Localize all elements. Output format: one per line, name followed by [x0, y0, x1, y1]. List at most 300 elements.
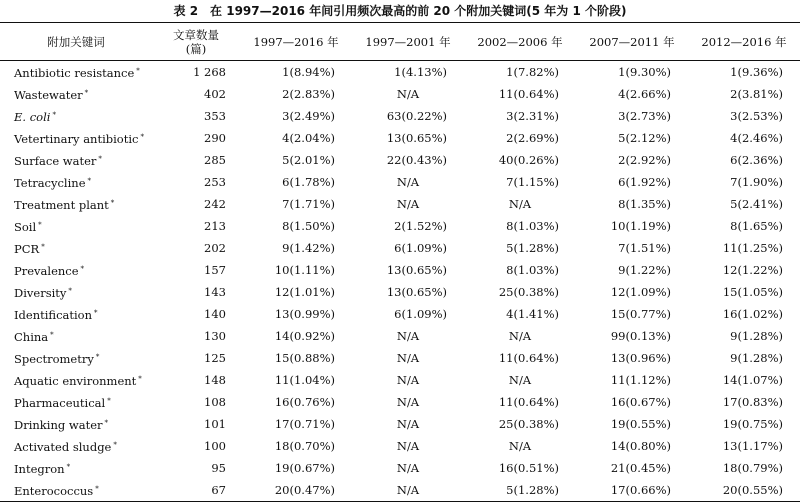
rank-cell-p4 [576, 149, 688, 171]
rank-value: 9(1.28%) [730, 351, 783, 365]
count-cell: 67 [152, 479, 240, 502]
rank-value: 13(0.99%) [274, 307, 335, 321]
rank-cell-p3 [464, 105, 576, 127]
rank-cell-p1 [240, 61, 352, 84]
rank-value: 22(0.43%) [386, 153, 447, 167]
rank-cell-p5 [688, 391, 800, 413]
rank-cell-p4 [576, 369, 688, 391]
keyword-text: Wastewater [14, 88, 83, 102]
count-cell: 108 [204, 395, 226, 409]
rank-value: 6(1.92%) [618, 175, 671, 189]
count-cell: 143 [204, 285, 226, 299]
rank-value: 1(7.82%) [506, 65, 559, 79]
rank-cell-p4 [576, 215, 688, 237]
rank-value: 12(1.09%) [610, 285, 671, 299]
table-row [0, 435, 800, 457]
rank-cell-p4 [576, 259, 688, 281]
rank-cell-p5 [688, 171, 800, 193]
table-row [0, 193, 800, 215]
keyword-marker: * [107, 397, 111, 405]
keyword-text: Drinking water [14, 418, 103, 432]
table-row [0, 171, 800, 193]
table-row [0, 347, 800, 369]
rank-cell-p4 [576, 479, 688, 502]
rank-cell-p2 [352, 457, 464, 479]
rank-value: 3(2.73%) [618, 109, 671, 123]
count-cell: 202 [204, 241, 226, 255]
rank-cell-p4 [576, 61, 688, 84]
keyword-cell [0, 149, 152, 171]
rank-value: 3(2.53%) [730, 109, 783, 123]
rank-cell-p1 [240, 193, 352, 215]
count-cell: 130 [204, 329, 226, 343]
rank-value: 18(0.70%) [274, 439, 335, 453]
keyword-marker: * [113, 441, 117, 449]
rank-value: 19(0.75%) [722, 417, 783, 431]
keyword-text: Soil [14, 220, 37, 234]
rank-cell-p4 [576, 303, 688, 325]
rank-cell-p2 [352, 215, 464, 237]
keyword-marker: * [52, 111, 56, 119]
rank-cell-p2 [352, 149, 464, 171]
rank-value: 10(1.11%) [274, 263, 335, 277]
rank-cell-p4 [576, 391, 688, 413]
table-row [0, 215, 800, 237]
keyword-marker: * [38, 221, 42, 229]
rank-cell-p5 [688, 303, 800, 325]
rank-value: 17(0.71%) [274, 417, 335, 431]
table-row [0, 457, 800, 479]
rank-value: 3(2.49%) [282, 109, 335, 123]
rank-cell-p4 [576, 83, 688, 105]
table-row [0, 369, 800, 391]
rank-value: 1(8.94%) [282, 65, 335, 79]
rank-cell-p5 [688, 215, 800, 237]
rank-value: 20(0.55%) [722, 483, 783, 497]
keyword-marker: * [68, 287, 72, 295]
rank-value: 14(0.80%) [610, 439, 671, 453]
header-period-1997-2016: 1997—2016 年 [240, 23, 352, 61]
rank-value: 6(2.36%) [730, 153, 783, 167]
table-row [0, 281, 800, 303]
rank-value: 5(2.12%) [618, 131, 671, 145]
keyword-cell [0, 61, 152, 84]
rank-value: 14(1.07%) [722, 373, 783, 387]
count-cell: 1 268 [193, 65, 226, 79]
count-cell: 285 [204, 153, 226, 167]
rank-cell-p5 [688, 435, 800, 457]
rank-cell-p4 [576, 413, 688, 435]
rank-value: N/A [396, 483, 420, 497]
rank-value: 6(1.09%) [394, 307, 447, 321]
keyword-text: Activated sludge [14, 440, 112, 454]
keyword-cell [0, 127, 152, 149]
table-body [0, 61, 800, 502]
rank-cell-p1 [240, 149, 352, 171]
keyword-marker: * [136, 67, 140, 75]
keyword-text: Diversity [14, 286, 67, 300]
rank-cell-p3 [464, 369, 576, 391]
rank-cell-p2 [352, 391, 464, 413]
rank-value: 25(0.38%) [498, 285, 559, 299]
rank-cell-p4 [576, 347, 688, 369]
count-cell: 157 [204, 263, 226, 277]
rank-value: 16(1.02%) [722, 307, 783, 321]
rank-cell-p2 [352, 413, 464, 435]
rank-cell-p4 [576, 457, 688, 479]
keyword-text: Tetracycline [14, 176, 86, 190]
rank-value: N/A [508, 373, 532, 387]
rank-value: 15(0.88%) [274, 351, 335, 365]
header-count [152, 23, 240, 61]
rank-cell-p1 [240, 281, 352, 303]
keyword-cell [0, 193, 152, 215]
rank-value: 16(0.51%) [498, 461, 559, 475]
keyword-text: Treatment plant [14, 198, 109, 212]
count-cell: 140 [204, 307, 226, 321]
count-cell: 100 [204, 439, 226, 453]
keyword-cell [0, 259, 152, 281]
rank-value: 4(2.46%) [730, 131, 783, 145]
rank-value: 12(1.01%) [274, 285, 335, 299]
rank-cell-p5 [688, 479, 800, 502]
rank-value: 1(9.30%) [618, 65, 671, 79]
rank-cell-p5 [688, 259, 800, 281]
rank-cell-p5 [688, 237, 800, 259]
rank-cell-p2 [352, 171, 464, 193]
rank-value: 17(0.83%) [722, 395, 783, 409]
rank-cell-p1 [240, 127, 352, 149]
rank-value: N/A [508, 197, 532, 211]
keyword-marker: * [140, 133, 144, 141]
rank-value: 10(1.19%) [610, 219, 671, 233]
rank-cell-p5 [688, 281, 800, 303]
rank-cell-p5 [688, 193, 800, 215]
table-row [0, 259, 800, 281]
rank-value: 4(2.04%) [282, 131, 335, 145]
keyword-marker: * [84, 89, 89, 97]
rank-value: 11(0.64%) [498, 395, 559, 409]
rank-cell-p5 [688, 457, 800, 479]
keyword-cell [0, 237, 152, 259]
table-row [0, 105, 800, 127]
rank-value: 13(1.17%) [722, 439, 783, 453]
rank-cell-p2 [352, 237, 464, 259]
rank-cell-p3 [464, 479, 576, 502]
rank-value: 14(0.92%) [274, 329, 335, 343]
rank-cell-p1 [240, 215, 352, 237]
rank-value: 19(0.67%) [274, 461, 335, 475]
rank-value: 2(1.52%) [394, 219, 447, 233]
rank-value: 9(1.42%) [282, 241, 335, 255]
count-cell: 353 [204, 109, 226, 123]
rank-cell-p4 [576, 127, 688, 149]
table-row [0, 61, 800, 84]
rank-cell-p3 [464, 149, 576, 171]
keyword-table [0, 22, 800, 502]
rank-value: 99(0.13%) [610, 329, 671, 343]
rank-value: 5(2.41%) [730, 197, 783, 211]
header-period-2012-2016: 2012—2016 年 [688, 23, 800, 61]
rank-value: 2(2.92%) [618, 153, 671, 167]
keyword-cell [0, 303, 152, 325]
rank-value: 13(0.65%) [386, 131, 447, 145]
keyword-marker: * [95, 353, 100, 361]
rank-value: 2(2.69%) [506, 131, 559, 145]
rank-cell-p3 [464, 61, 576, 84]
rank-cell-p1 [240, 413, 352, 435]
rank-cell-p1 [240, 479, 352, 502]
header-period-2002-2006: 2002—2006 年 [464, 23, 576, 61]
rank-cell-p2 [352, 347, 464, 369]
rank-cell-p3 [464, 237, 576, 259]
rank-cell-p3 [464, 215, 576, 237]
keyword-cell [0, 435, 152, 457]
keyword-text: Identification [14, 308, 93, 322]
keyword-text: PCR [14, 242, 40, 256]
keyword-text: Antibiotic resistance [14, 66, 135, 80]
keyword-marker: * [80, 265, 85, 273]
rank-cell-p3 [464, 281, 576, 303]
rank-cell-p2 [352, 193, 464, 215]
table-row [0, 391, 800, 413]
keyword-marker: * [110, 199, 115, 207]
rank-value: N/A [396, 439, 420, 453]
rank-cell-p1 [240, 435, 352, 457]
rank-cell-p3 [464, 171, 576, 193]
count-cell: 125 [204, 351, 226, 365]
rank-cell-p5 [688, 413, 800, 435]
header-count-line2: (篇) [185, 41, 207, 56]
count-cell: 95 [211, 461, 226, 475]
rank-value: N/A [396, 351, 420, 365]
keyword-text: Prevalence [14, 264, 79, 278]
rank-cell-p5 [688, 61, 800, 84]
rank-cell-p2 [352, 281, 464, 303]
rank-value: N/A [396, 417, 420, 431]
count-cell: 213 [204, 219, 226, 233]
rank-value: 13(0.65%) [386, 263, 447, 277]
rank-value: 5(1.28%) [506, 483, 559, 497]
rank-cell-p5 [688, 149, 800, 171]
rank-value: 9(1.22%) [618, 263, 671, 277]
rank-value: 1(4.13%) [394, 65, 447, 79]
rank-cell-p4 [576, 237, 688, 259]
table-row [0, 237, 800, 259]
rank-value: N/A [396, 197, 420, 211]
rank-cell-p2 [352, 435, 464, 457]
rank-value: 6(1.78%) [282, 175, 335, 189]
rank-value: 8(1.50%) [282, 219, 335, 233]
keyword-marker: * [41, 243, 45, 251]
keyword-cell [0, 413, 152, 435]
keyword-text: E. coli [14, 110, 51, 124]
rank-value: 11(1.04%) [274, 373, 335, 387]
rank-cell-p3 [464, 457, 576, 479]
rank-cell-p2 [352, 105, 464, 127]
rank-cell-p2 [352, 369, 464, 391]
rank-value: 3(2.31%) [506, 109, 559, 123]
rank-cell-p2 [352, 61, 464, 84]
rank-value: N/A [396, 329, 420, 343]
rank-cell-p1 [240, 369, 352, 391]
keyword-cell [0, 325, 152, 347]
count-cell: 242 [204, 197, 226, 211]
rank-value: N/A [508, 439, 532, 453]
rank-cell-p4 [576, 281, 688, 303]
count-cell: 402 [204, 87, 226, 101]
header-count-line1: 文章数量 [173, 27, 219, 42]
rank-cell-p5 [688, 347, 800, 369]
table-row [0, 83, 800, 105]
header-keyword: 附加关键词 [0, 23, 152, 61]
keyword-marker: * [87, 177, 92, 185]
rank-value: 2(2.83%) [282, 87, 335, 101]
keyword-text: Vetertinary antibiotic [14, 132, 139, 146]
keyword-cell [0, 347, 152, 369]
header-period-1997-2001: 1997—2001 年 [352, 23, 464, 61]
count-cell: 290 [204, 131, 226, 145]
table-row [0, 413, 800, 435]
keyword-text: Pharmaceutical [14, 396, 106, 410]
rank-cell-p1 [240, 105, 352, 127]
rank-cell-p4 [576, 171, 688, 193]
rank-value: 20(0.47%) [274, 483, 335, 497]
rank-cell-p4 [576, 193, 688, 215]
rank-cell-p3 [464, 435, 576, 457]
keyword-cell [0, 457, 152, 479]
rank-value: 7(1.51%) [618, 241, 671, 255]
keyword-cell [0, 281, 152, 303]
table-header [0, 23, 800, 61]
rank-cell-p2 [352, 83, 464, 105]
rank-value: 1(9.36%) [730, 65, 783, 79]
keyword-cell [0, 105, 152, 127]
rank-cell-p3 [464, 83, 576, 105]
keyword-text: China [14, 330, 49, 344]
rank-value: 13(0.96%) [610, 351, 671, 365]
rank-value: 11(1.25%) [722, 241, 783, 255]
rank-value: 19(0.55%) [610, 417, 671, 431]
keyword-cell [0, 171, 152, 193]
keyword-marker: * [66, 463, 71, 471]
rank-value: 8(1.35%) [618, 197, 671, 211]
rank-value: 11(0.64%) [498, 351, 559, 365]
keyword-marker: * [95, 485, 99, 493]
rank-cell-p3 [464, 325, 576, 347]
rank-value: 16(0.67%) [610, 395, 671, 409]
rank-value: 5(2.01%) [282, 153, 335, 167]
keyword-cell [0, 391, 152, 413]
rank-cell-p1 [240, 347, 352, 369]
rank-value: N/A [396, 395, 420, 409]
keyword-marker: * [50, 331, 54, 339]
keyword-cell [0, 215, 152, 237]
rank-cell-p3 [464, 347, 576, 369]
rank-value: 8(1.03%) [506, 263, 559, 277]
table-caption: 表 2 在 1997—2016 年间引用频次最高的前 20 个附加关键词(5 年为 1 个阶段) [173, 4, 627, 18]
rank-value: 7(1.15%) [506, 175, 559, 189]
rank-value: 11(1.12%) [610, 373, 671, 387]
rank-value: 7(1.90%) [730, 175, 783, 189]
count-cell: 148 [204, 373, 226, 387]
rank-value: 9(1.28%) [730, 329, 783, 343]
rank-cell-p2 [352, 303, 464, 325]
rank-cell-p5 [688, 369, 800, 391]
rank-value: 17(0.66%) [610, 483, 671, 497]
rank-cell-p1 [240, 259, 352, 281]
rank-cell-p5 [688, 127, 800, 149]
rank-cell-p1 [240, 303, 352, 325]
rank-cell-p1 [240, 237, 352, 259]
keyword-marker: * [104, 419, 108, 427]
rank-value: 4(1.41%) [506, 307, 559, 321]
keyword-marker: * [138, 375, 142, 383]
rank-value: 5(1.28%) [506, 241, 559, 255]
rank-value: 11(0.64%) [498, 87, 559, 101]
rank-value: 63(0.22%) [386, 109, 447, 123]
rank-cell-p1 [240, 171, 352, 193]
keyword-text: Enterococcus [14, 484, 94, 498]
keyword-text: Spectrometry [14, 352, 94, 366]
rank-cell-p2 [352, 127, 464, 149]
rank-cell-p3 [464, 127, 576, 149]
rank-value: 15(0.77%) [610, 307, 671, 321]
rank-cell-p2 [352, 259, 464, 281]
rank-value: 16(0.76%) [274, 395, 335, 409]
rank-value: 25(0.38%) [498, 417, 559, 431]
rank-cell-p3 [464, 303, 576, 325]
rank-value: N/A [396, 461, 420, 475]
count-cell: 253 [204, 175, 226, 189]
keyword-marker: * [94, 309, 98, 317]
rank-cell-p4 [576, 325, 688, 347]
keyword-marker: * [98, 155, 102, 163]
rank-value: 40(0.26%) [498, 153, 559, 167]
rank-cell-p3 [464, 193, 576, 215]
rank-cell-p4 [576, 105, 688, 127]
table-row [0, 325, 800, 347]
rank-cell-p5 [688, 325, 800, 347]
keyword-text: Integron [14, 462, 65, 476]
rank-value: 18(0.79%) [722, 461, 783, 475]
table-row [0, 479, 800, 502]
rank-cell-p5 [688, 105, 800, 127]
keyword-text: Aquatic environment [14, 374, 137, 388]
rank-cell-p5 [688, 83, 800, 105]
keyword-cell [0, 83, 152, 105]
table-row [0, 149, 800, 171]
rank-cell-p2 [352, 479, 464, 502]
rank-value: 21(0.45%) [610, 461, 671, 475]
rank-cell-p3 [464, 391, 576, 413]
rank-value: 6(1.09%) [394, 241, 447, 255]
rank-value: N/A [396, 87, 420, 101]
rank-value: 8(1.03%) [506, 219, 559, 233]
header-period-2007-2011: 2007—2011 年 [576, 23, 688, 61]
table-row [0, 127, 800, 149]
rank-cell-p3 [464, 259, 576, 281]
rank-value: N/A [396, 373, 420, 387]
table-row [0, 303, 800, 325]
rank-value: 15(1.05%) [722, 285, 783, 299]
rank-value: N/A [396, 175, 420, 189]
rank-cell-p4 [576, 435, 688, 457]
keyword-text: Surface water [14, 154, 97, 168]
rank-value: 8(1.65%) [730, 219, 783, 233]
rank-value: 13(0.65%) [386, 285, 447, 299]
rank-value: 7(1.71%) [282, 197, 335, 211]
